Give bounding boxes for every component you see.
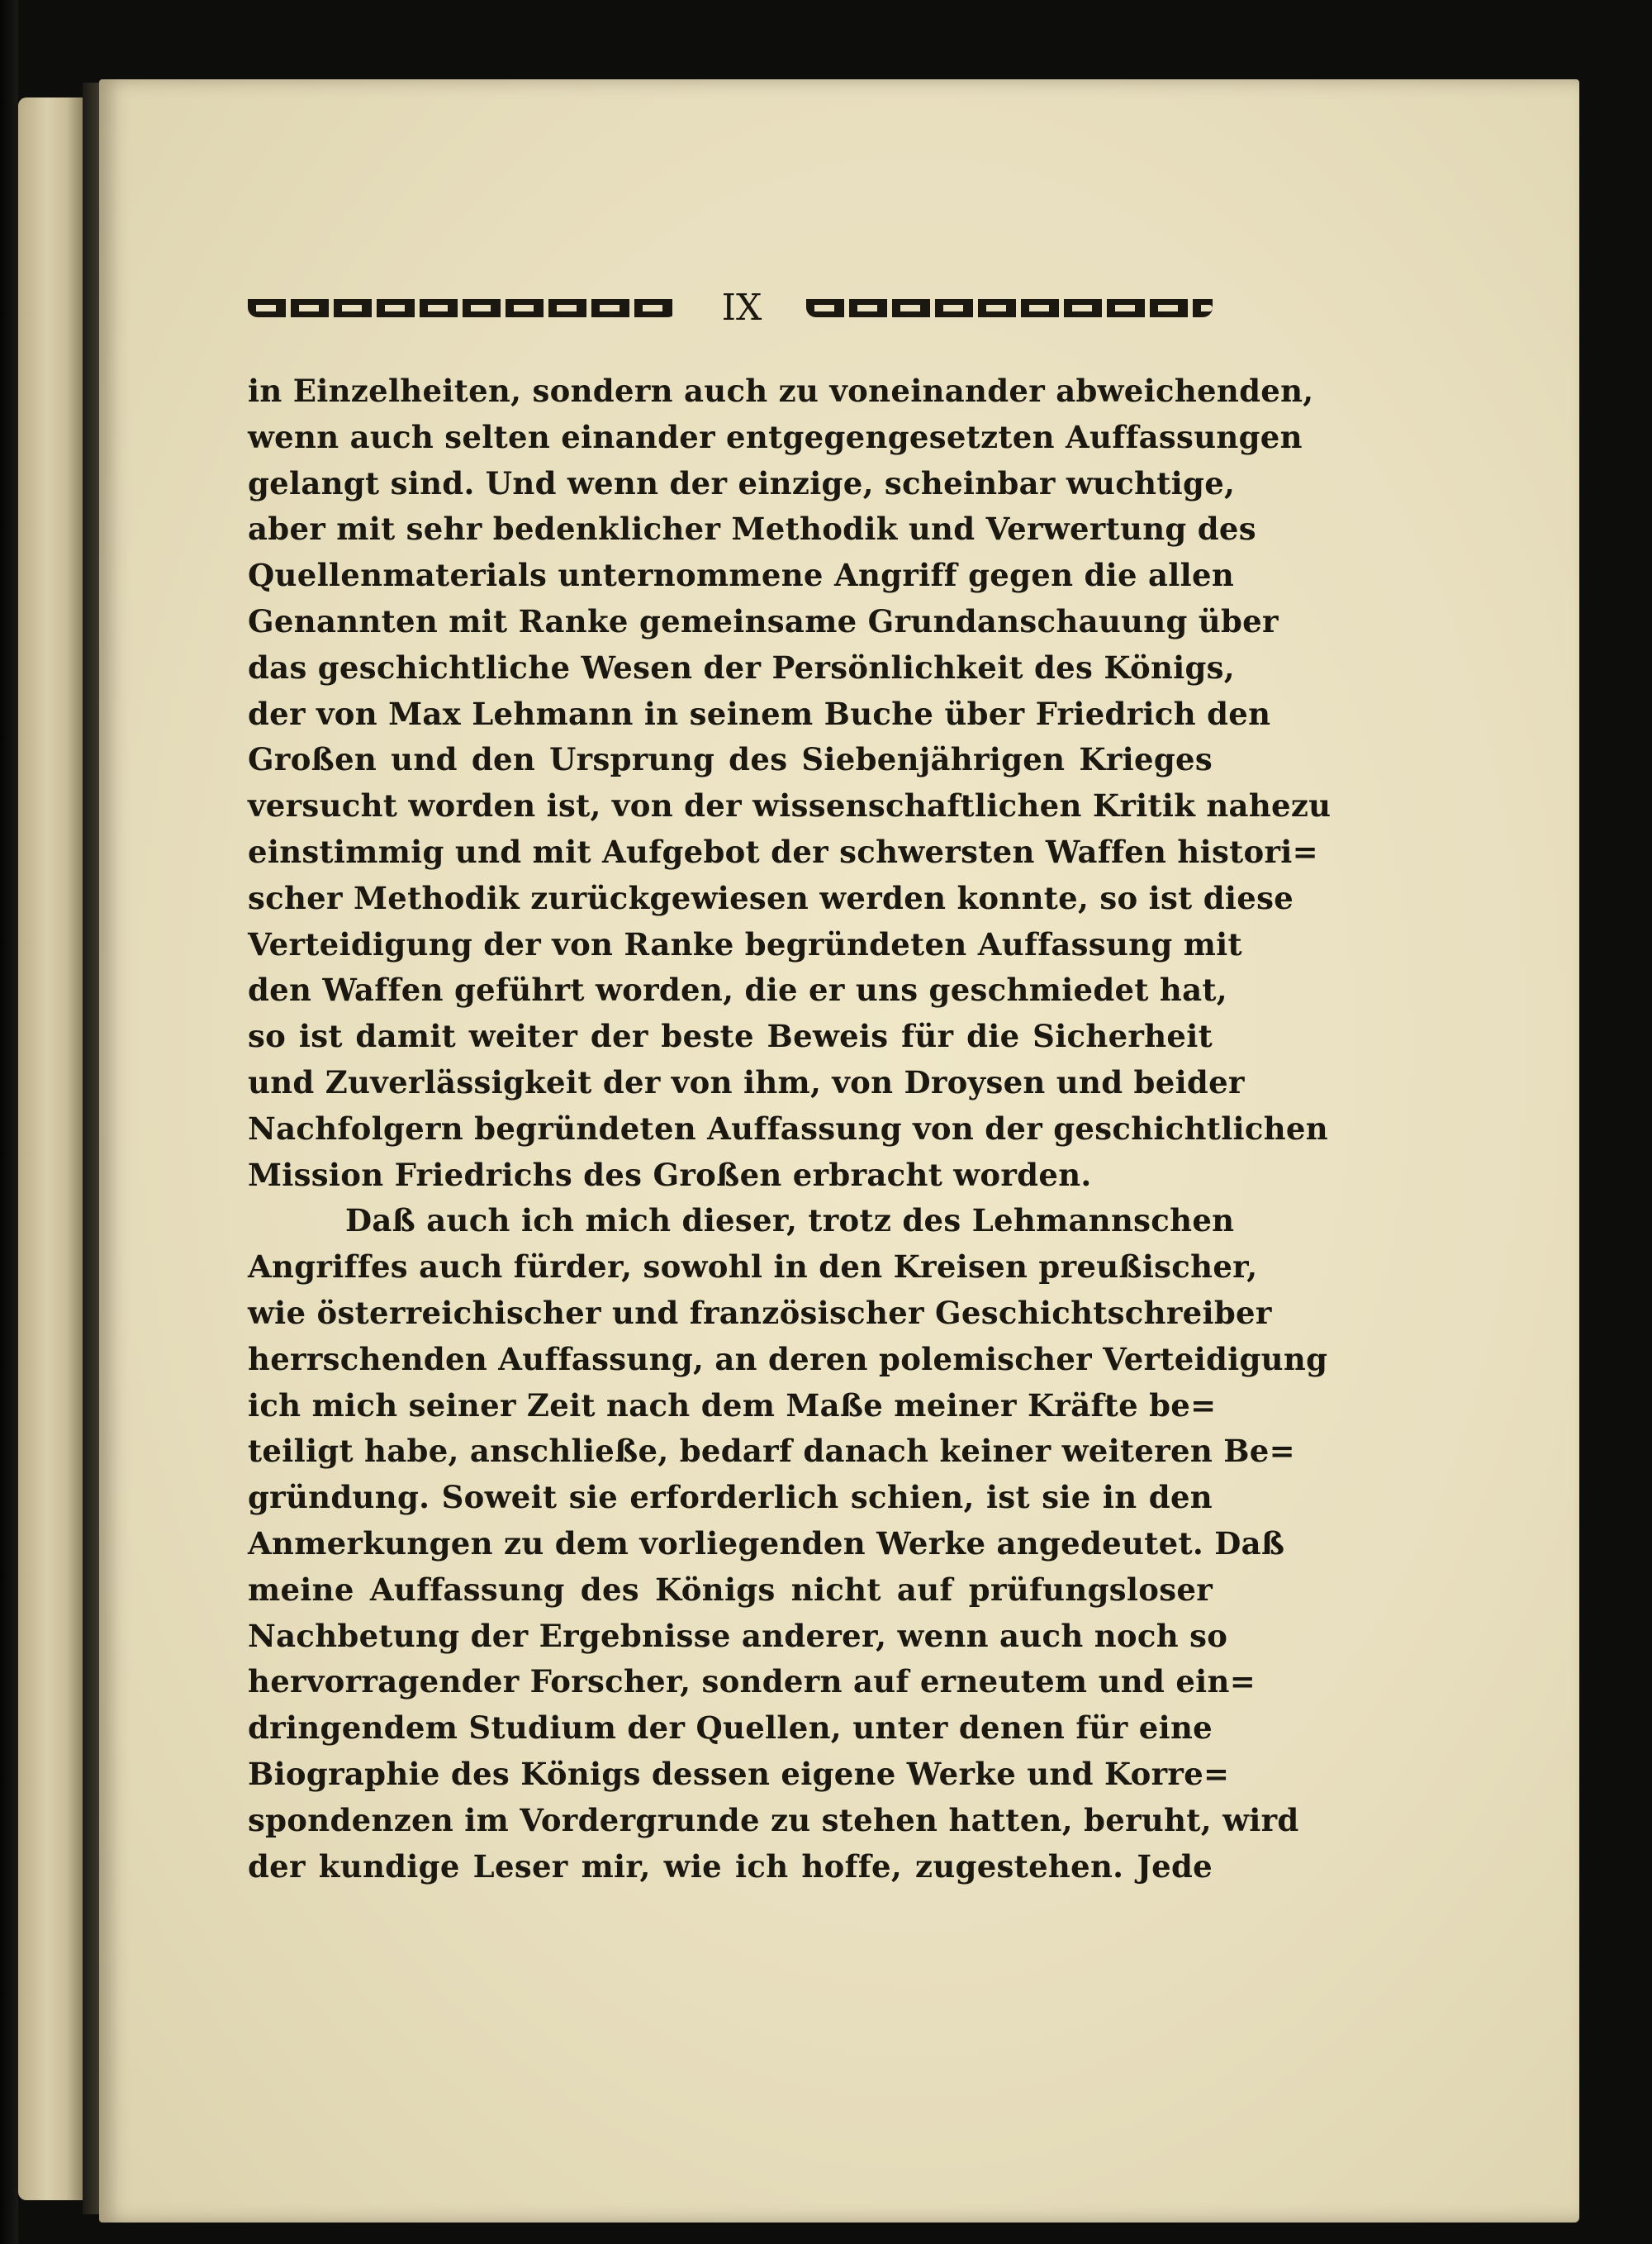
text-line: Genannten mit Ranke gemeinsame Grundanschauung über: [248, 602, 1279, 639]
text-line: der von Max Lehmann in seinem Buche über Friedrich den: [248, 695, 1271, 732]
text-line: und Zuverlässigkeit der von ihm, von Droysen und beider: [248, 1063, 1245, 1101]
text-line: dringendem Studium der Quellen, unter denen für eine: [248, 1709, 1213, 1747]
text-line: hervorragender Forscher, sondern auf erneutem und ein=: [248, 1663, 1256, 1700]
body-text: [248, 368, 1332, 1890]
text-line: wie österreichischer und französischer Geschichtschreiber: [248, 1294, 1272, 1331]
text-line: Nachbetung der Ergebnisse anderer, wenn auch noch so: [248, 1617, 1228, 1654]
text-line: Anmerkungen zu dem vorliegenden Werke angedeutet. Daß: [248, 1524, 1285, 1562]
text-line: das geschichtliche Wesen der Persönlichkeit des Königs,: [248, 649, 1235, 686]
text-line: teiligt habe, anschließe, bedarf danach keiner weiteren Be=: [248, 1433, 1295, 1470]
text-line: gründung. Soweit sie erforderlich schien, ist sie in den: [248, 1479, 1213, 1516]
text-line: ich mich seiner Zeit nach dem Maße meiner Kräfte be=: [248, 1386, 1217, 1424]
text-line: aber mit sehr bedenklicher Methodik und Verwertung des: [248, 511, 1256, 548]
text-line: der kundige Leser mir, wie ich hoffe, zugestehen. Jede: [248, 1847, 1213, 1885]
text-line: Großen und den Ursprung des Siebenjährigen Krieges: [248, 741, 1213, 778]
text-line-paragraph-start: Daß auch ich mich dieser, trotz des Lehmannschen: [345, 1202, 1235, 1239]
text-line: Verteidigung der von Ranke begründeten Auffassung mit: [248, 925, 1242, 963]
text-line: scher Methodik zurückgewiesen werden konnte, so ist diese: [248, 879, 1294, 916]
text-line: Biographie des Königs dessen eigene Werke und Korre=: [248, 1755, 1230, 1792]
text-line: den Waffen geführt worden, die er uns geschmiedet hat,: [248, 972, 1227, 1009]
text-line: wenn auch selten einander entgegengesetzten Auffassungen: [248, 418, 1303, 455]
facing-page-edge: [18, 97, 83, 2200]
text-line: spondenzen im Vordergrunde zu stehen hatten, beruht, wird: [248, 1801, 1299, 1838]
text-line: versucht worden ist, von der wissenschaftlichen Kritik nahezu: [248, 787, 1332, 825]
header-ornament-right: [806, 299, 1213, 317]
text-line: Nachfolgern begründeten Auffassung von der geschichtlichen: [248, 1110, 1328, 1147]
text-line: Quellenmaterials unternommene Angriff gegen die allen: [248, 557, 1235, 594]
text-line: so ist damit weiter der beste Beweis für die Sicherheit: [248, 1018, 1213, 1055]
book-spine: [0, 0, 18, 2244]
page-number: IX: [721, 287, 762, 329]
text-line-paragraph-end: Mission Friedrichs des Großen erbracht worden.: [248, 1156, 1092, 1193]
text-line: Angriffes auch fürder, sowohl in den Kreisen preußischer,: [248, 1248, 1258, 1286]
text-line: herrschenden Auffassung, an deren polemischer Verteidigung: [248, 1340, 1328, 1377]
text-line: einstimmig und mit Aufgebot der schwersten Waffen histori=: [248, 833, 1318, 870]
text-line: meine Auffassung des Königs nicht auf prüfungsloser: [248, 1571, 1213, 1608]
text-line: in Einzelheiten, sondern auch zu voneinander abweichenden,: [248, 373, 1314, 409]
page-header: [248, 288, 1213, 329]
text-line: gelangt sind. Und wenn der einzige, scheinbar wuchtige,: [248, 464, 1236, 502]
header-ornament-left: [248, 299, 677, 317]
